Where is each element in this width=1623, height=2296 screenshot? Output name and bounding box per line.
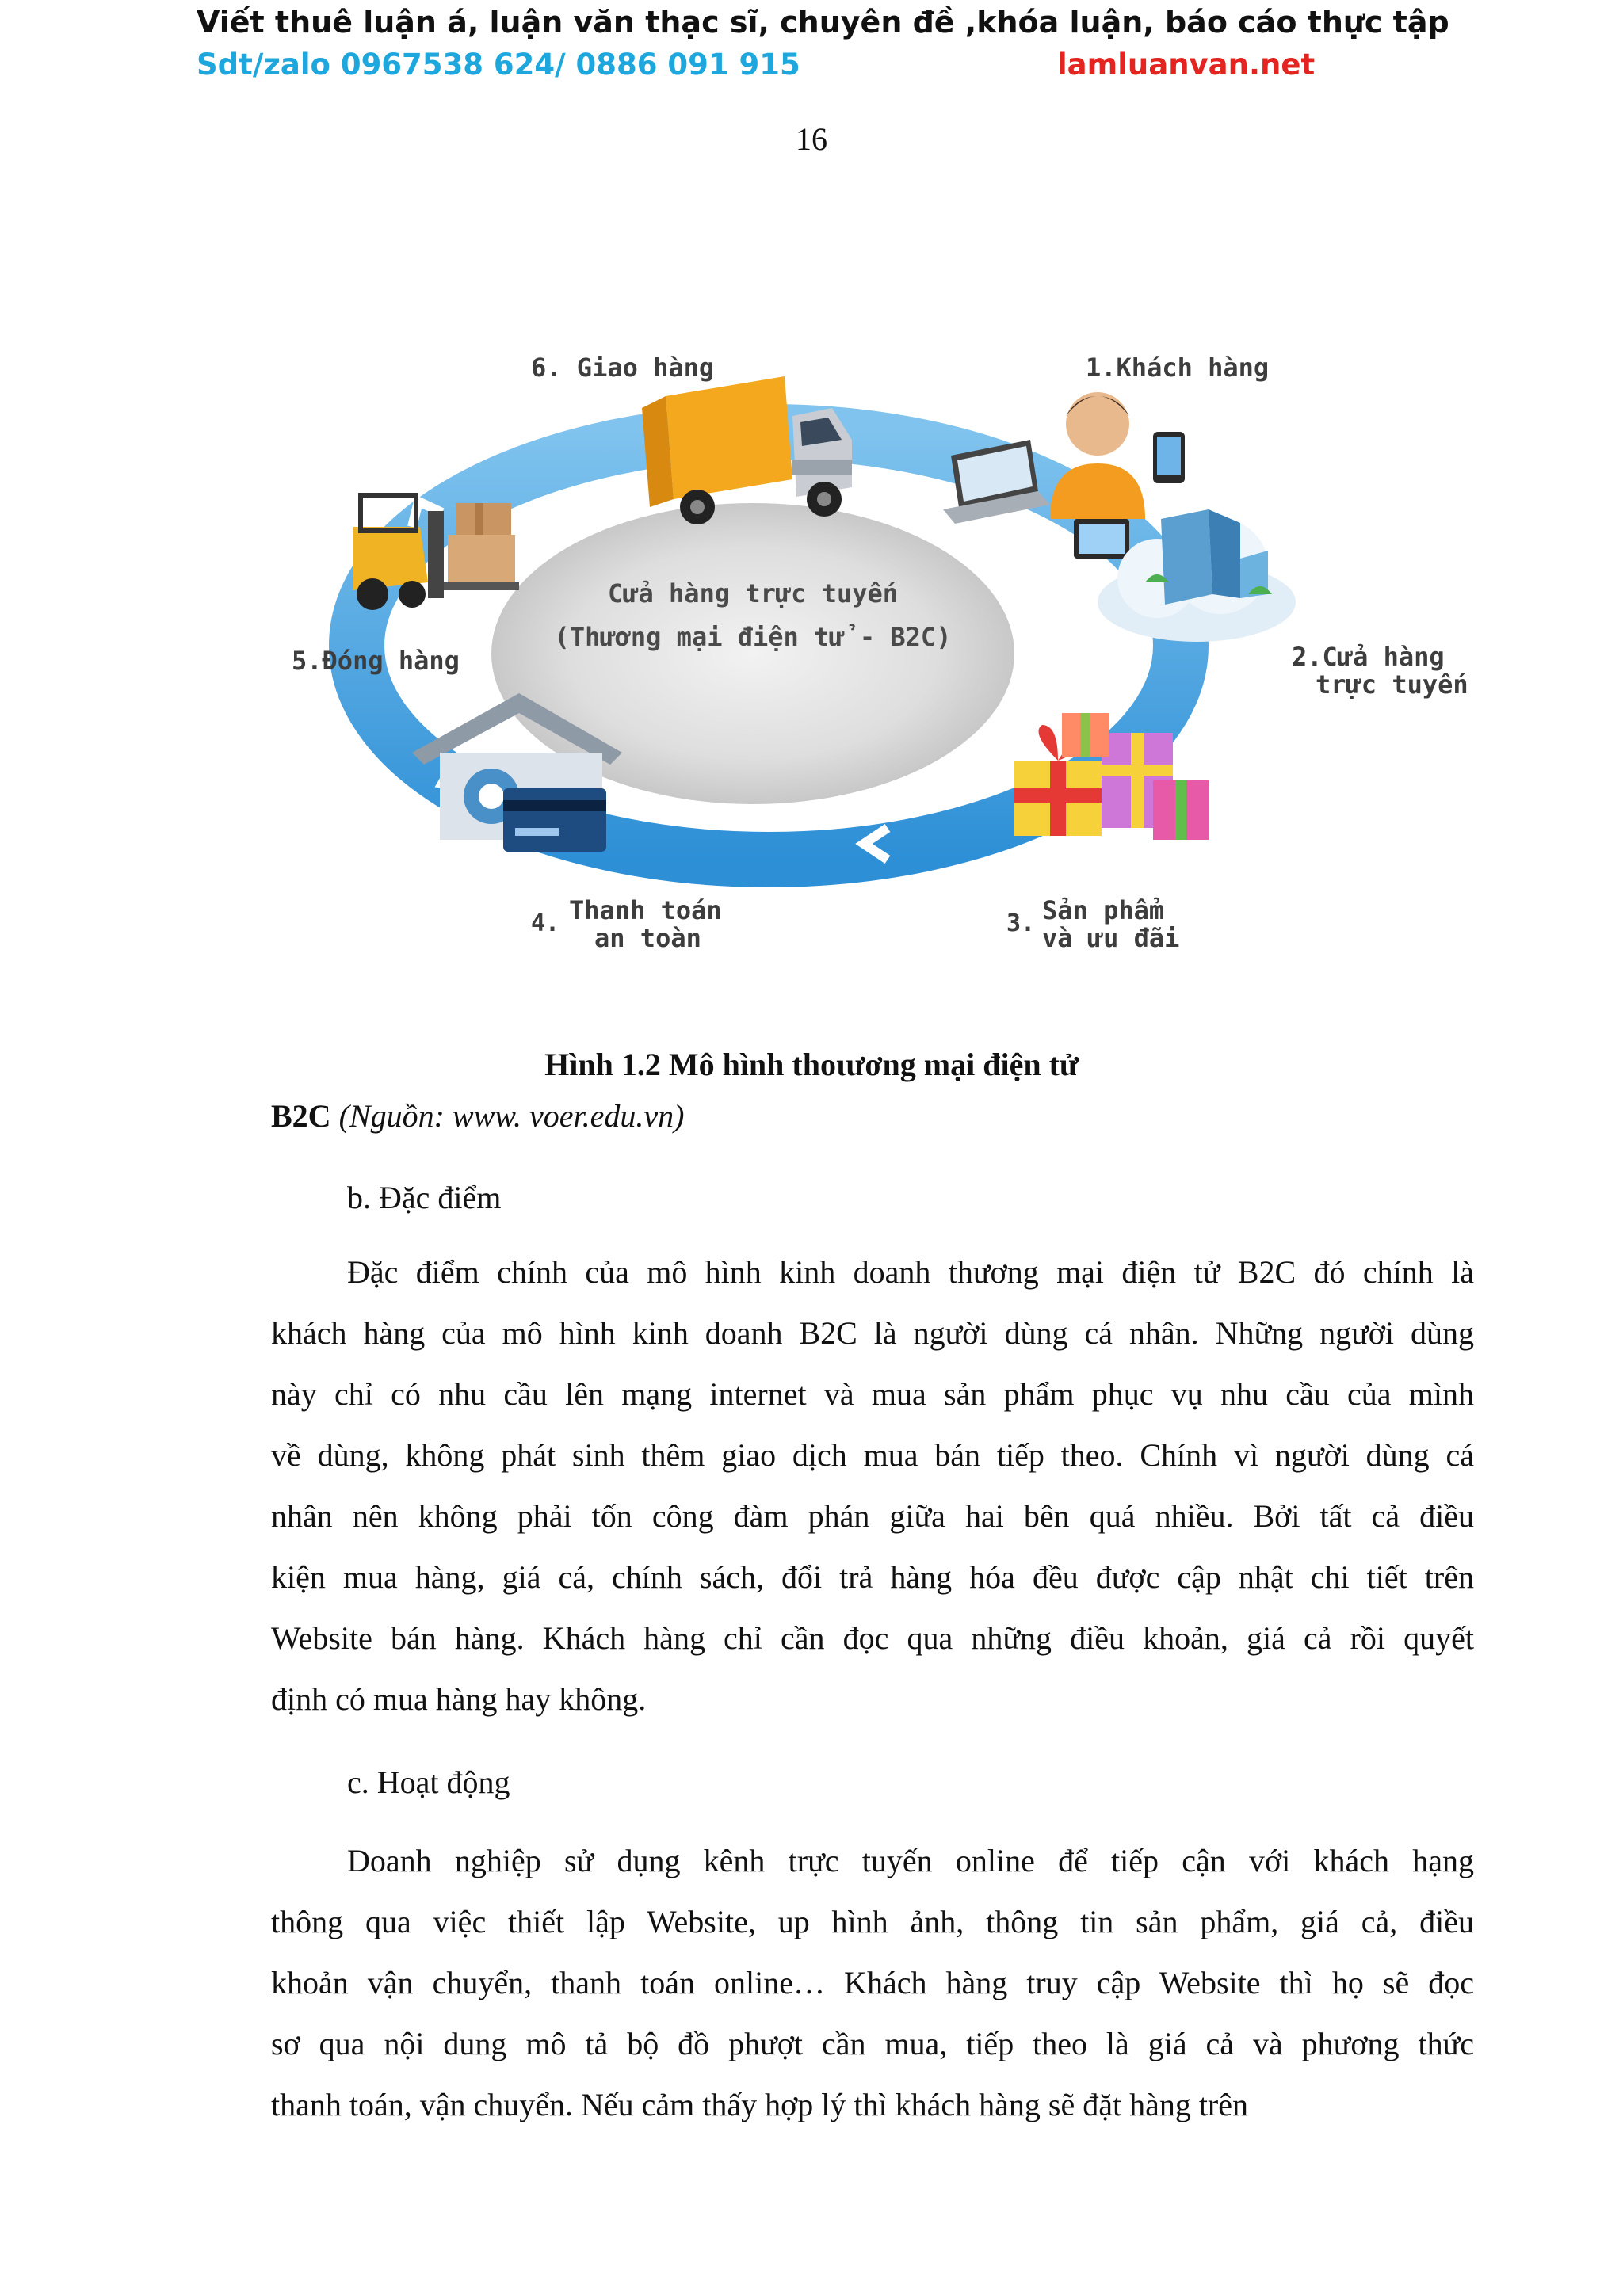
paragraph-line: khoản vận chuyển, thanh toán online… Khách hàng truy cập Website thì họ sẽ đọc — [271, 1965, 1474, 2000]
step-4-number: 4. — [531, 910, 560, 937]
paragraph-line: sơ qua nội dung mô tả bộ đồ phượt cần mua, tiếp theo là giá cả và phương thức — [271, 2026, 1474, 2061]
paragraph-line: Doanh nghiệp sử dụng kênh trực tuyến online để tiếp cận với khách hạng — [347, 1843, 1474, 1878]
figure-source-label: B2C — [271, 1098, 331, 1134]
paragraph-line: khách hàng của mô hình kinh doanh B2C là người dùng cá nhân. Những người dùng — [271, 1315, 1474, 1351]
step-3-label-line2: và ưu đãi — [1042, 923, 1180, 953]
step-3-label-line1: Sản phẩm — [1042, 895, 1165, 925]
paragraph-line: thông qua việc thiết lập Website, up hình ảnh, thông tin sản phẩm, giá cả, điều — [271, 1904, 1474, 1939]
step-3-number: 3. — [1006, 910, 1036, 937]
paragraph-line: kiện mua hàng, giá cá, chính sách, đổi trả hàng hóa đều được cập nhật chi tiết trên — [271, 1559, 1474, 1595]
b2c-model-figure — [277, 321, 1490, 978]
section-b-heading: b. Đặc điểm — [347, 1180, 502, 1215]
figure-source — [271, 1097, 684, 1135]
header-phone: Sdt/zalo 0967538 624/ 0886 091 915 — [197, 48, 800, 82]
step-2-label-line1: 2.Cửa hàng — [1292, 642, 1445, 672]
center-subtitle: (Thương mại điện tử - B2C) — [554, 622, 952, 652]
header-website[interactable]: lamluanvan.net — [1057, 48, 1316, 82]
paragraph-line: Website bán hàng. Khách hàng chỉ cần đọc qua những điều khoản, giá cả rồi quyết — [271, 1620, 1474, 1656]
center-title: Cửa hàng trực tuyến — [607, 578, 899, 608]
paragraph-line: nhân nên không phải tốn công đàm phán giữa hai bên quá nhiều. Bởi tất cả điều — [271, 1498, 1474, 1534]
page-number: 16 — [796, 121, 827, 157]
header-service-text: Viết thuê luận á, luận văn thạc sĩ, chuyên đề ,khóa luận, báo cáo thực tập — [197, 5, 1449, 40]
step-4-label-line1: Thanh toán — [569, 895, 722, 925]
section-b-paragraph — [271, 1241, 1474, 1730]
paragraph-line: này chỉ có nhu cầu lên mạng internet và mua sản phẩm phục vụ nhu cầu của mình — [271, 1376, 1474, 1412]
paragraph-line: về dùng, không phát sinh thêm giao dịch mua bán tiếp theo. Chính vì người dùng cá — [271, 1437, 1474, 1473]
forklift-boxes-icon — [353, 495, 519, 610]
paragraph-line: Đặc điểm chính của mô hình kinh doanh thương mại điện tử B2C đó chính là — [347, 1254, 1474, 1290]
figure-source-link: (Nguồn: www. voer.edu.vn) — [338, 1098, 685, 1134]
step-4-label-line2: an toàn — [594, 923, 701, 953]
paragraph-line: định có mua hàng hay không. — [271, 1681, 647, 1717]
step-1-label: 1.Khách hàng — [1086, 353, 1270, 383]
delivery-truck-icon — [642, 376, 852, 524]
step-2-label-line2: trực tuyến — [1316, 669, 1468, 700]
section-c-paragraph — [271, 1830, 1474, 2135]
paragraph-line: thanh toán, vận chuyển. Nếu cảm thấy hợp lý thì khách hàng sẽ đặt hàng trên — [271, 2087, 1249, 2122]
step-5-label: 5.Đóng hàng — [292, 646, 460, 676]
figure-caption: Hình 1.2 Mô hình thoιương mại điện tử — [544, 1047, 1079, 1082]
section-c-heading: c. Hoạt động — [347, 1764, 510, 1800]
step-6-label: 6. Giao hàng — [531, 353, 715, 383]
